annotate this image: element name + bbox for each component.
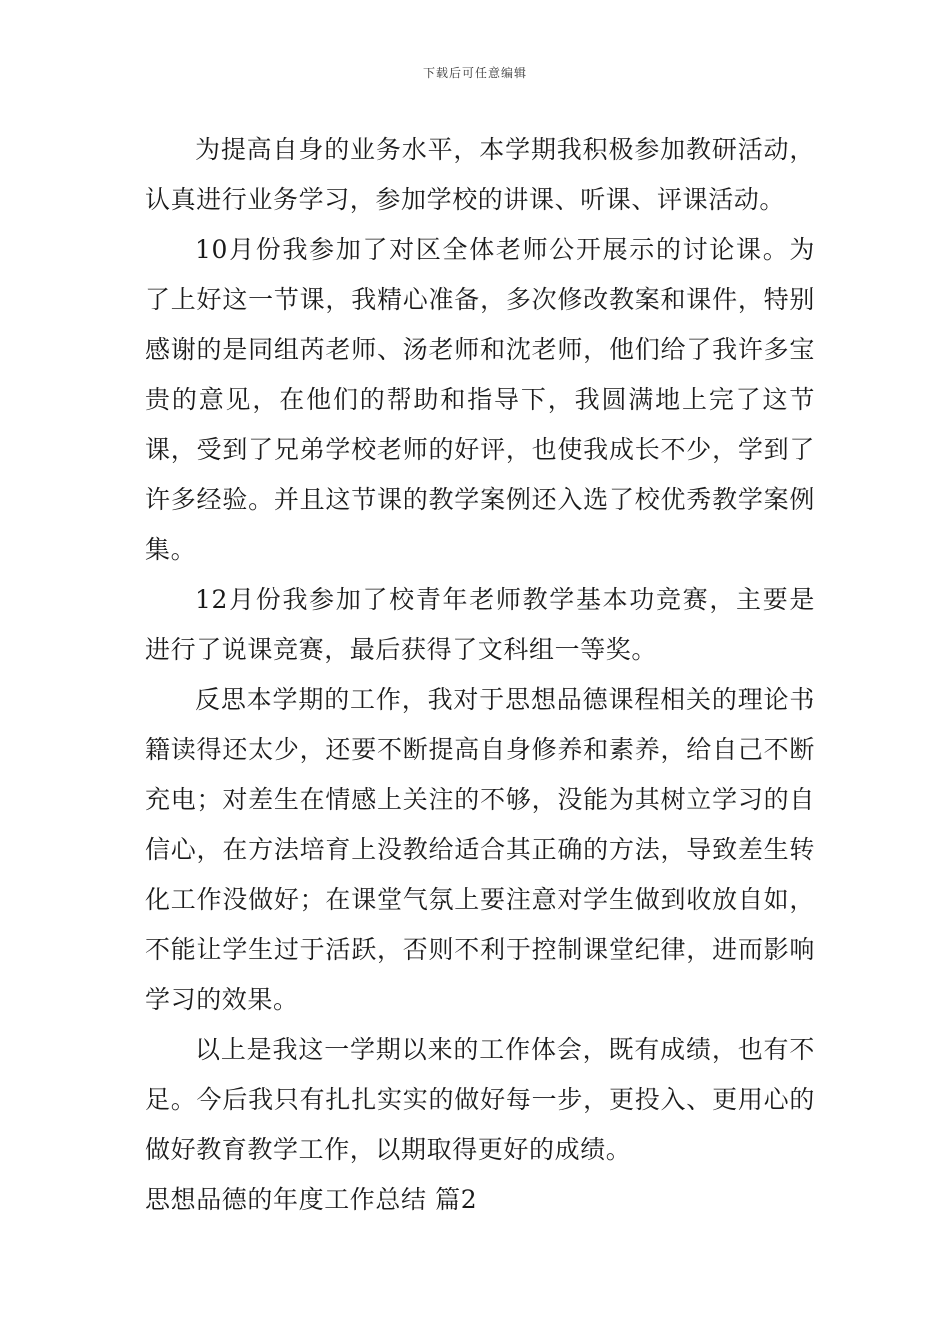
header-note: 下载后可任意编辑 [422, 66, 527, 80]
paragraph-1: 为提高自身的业务水平，本学期我积极参加教研活动，认真进行业务学习，参加学校的讲课、听课、评课活动。 [145, 135, 815, 214]
paragraph-2: 10月份我参加了对区全体老师公开展示的讨论课。为了上好这一节课，我精心准备，多次修改教案和课件，特别感谢的是同组芮老师、汤老师和沈老师，他们给了我许多宝贵的意见，在他们的帮助和指导下，我圆满地上完了这节课，受到了兄弟学校老师的好评，也使我成长不少，学到了许多经验。并且这节课的教学案例还入选了校优秀教学案例集。 [145, 235, 815, 564]
paragraph-3: 12月份我参加了校青年老师教学基本功竞赛，主要是进行了说课竞赛，最后获得了文科组一等奖。 [145, 585, 815, 664]
paragraph-4: 反思本学期的工作，我对于思想品德课程相关的理论书籍读得还太少，还要不断提高自身修养和素养，给自己不断充电；对差生在情感上关注的不够，没能为其树立学习的自信心，在方法培育上没教给适合其正确的方法，导致差生转化工作没做好；在课堂气氛上要注意对学生做到收放自如，不能让学生过于活跃，否则不利于控制课堂纪律，进而影响学习的效果。 [145, 685, 815, 1014]
section-title: 思想品德的年度工作总结 篇2 [145, 1185, 478, 1214]
paragraph-5: 以上是我这一学期以来的工作体会，既有成绩，也有不足。今后我只有扎扎实实的做好每一步，更投入、更用心的做好教育教学工作，以期取得更好的成绩。 [145, 1035, 815, 1164]
document-body [145, 125, 815, 1225]
